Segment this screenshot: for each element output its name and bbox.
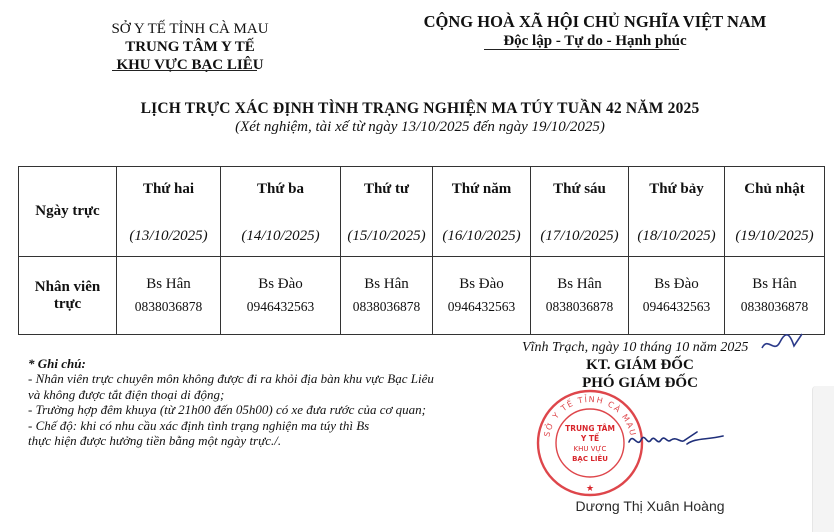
day-date: (19/10/2025) [735, 227, 814, 244]
agency-underline [112, 70, 257, 71]
staff-name: Bs Hân [752, 276, 797, 292]
signer-title-1: KT. GIÁM ĐỐC [586, 357, 694, 373]
staff-cell-fri [531, 257, 629, 335]
agency-name-line2: KHU VỰC BẠC LIÊU [116, 57, 264, 73]
svg-text:TRUNG TÂM: TRUNG TÂM [565, 424, 615, 433]
table-row-staff [19, 257, 825, 335]
staff-name: Bs Đào [459, 276, 504, 292]
agency-name-line1: TRUNG TÂM Y TẾ [125, 39, 255, 55]
staff-name: Bs Đào [654, 276, 699, 292]
day-cell-sun [725, 167, 825, 257]
motto-underline [484, 49, 679, 50]
staff-phone: 0946432563 [447, 299, 516, 314]
day-name: Thứ tư [363, 180, 410, 197]
staff-name: Bs Hân [146, 276, 191, 292]
staff-phone: 0838036878 [740, 299, 809, 314]
day-cell-thu [433, 167, 531, 257]
notes-title: * Ghi chú: [28, 356, 86, 371]
place-and-date: Vĩnh Trạch, ngày 10 tháng 10 năm 2025 [522, 340, 749, 355]
agency-parent: SỞ Y TẾ TỈNH CÀ MAU [111, 21, 269, 37]
day-name: Chủ nhật [744, 180, 805, 197]
svg-text:BẠC LIÊU: BẠC LIÊU [572, 455, 608, 463]
day-name: Thứ bảy [649, 180, 704, 197]
day-cell-sat [629, 167, 725, 257]
signer-name: Dương Thị Xuân Hoàng [575, 498, 725, 514]
staff-name: Bs Đào [258, 276, 303, 292]
staff-cell-sun [725, 257, 825, 335]
day-cell-wed [341, 167, 433, 257]
staff-cell-sat [629, 257, 725, 335]
day-date: (17/10/2025) [540, 227, 619, 244]
row-label-staff [19, 257, 117, 335]
initials-mark [758, 328, 808, 358]
day-date: (16/10/2025) [442, 227, 521, 244]
staff-cell-tue [221, 257, 341, 335]
row-label-duty-date: Ngày trực [19, 167, 117, 257]
day-name: Thứ sáu [553, 180, 606, 197]
day-date: (15/10/2025) [347, 227, 426, 244]
staff-name: Bs Hân [557, 276, 602, 292]
day-name: Thứ hai [142, 180, 195, 197]
day-name: Thứ năm [451, 180, 512, 197]
day-date: (18/10/2025) [637, 227, 716, 244]
staff-cell-mon [117, 257, 221, 335]
svg-text:★: ★ [585, 484, 595, 494]
notes-line: - Nhân viên trực chuyên môn không được đi ra khỏi địa bàn khu vực Bạc Liêu [28, 371, 434, 387]
motto: Độc lập - Tự do - Hạnh phúc [503, 33, 687, 49]
day-date: (13/10/2025) [129, 227, 208, 244]
handwritten-signature-icon [625, 418, 735, 458]
row-label-staff-line1: Nhân viên [34, 278, 101, 295]
svg-text:Y TẾ: Y TẾ [580, 434, 600, 443]
row-label-staff-line2: trực [53, 295, 82, 312]
staff-cell-thu [433, 257, 531, 335]
staff-name: Bs Hân [364, 276, 409, 292]
day-cell-mon [117, 167, 221, 257]
day-cell-fri [531, 167, 629, 257]
signer-title-2: PHÓ GIÁM ĐỐC [582, 375, 698, 391]
day-date: (14/10/2025) [241, 227, 320, 244]
staff-phone: 0838036878 [545, 299, 614, 314]
staff-cell-wed [341, 257, 433, 335]
table-row-dates [19, 167, 825, 257]
country-name: CỘNG HOÀ XÃ HỘI CHỦ NGHĨA VIỆT NAM [423, 12, 767, 31]
staff-phone: 0838036878 [134, 299, 203, 314]
notes-line: - Trường hợp đêm khuya (từ 21h00 đến 05h00) có xe đưa rước của cơ quan; [28, 402, 427, 418]
svg-text:KHU VỰC: KHU VỰC [573, 445, 607, 453]
notes-block [28, 356, 468, 448]
svg-text:SỞ Y TẾ TỈNH CÀ MAU: SỞ Y TẾ TỈNH CÀ MAU [542, 394, 638, 438]
staff-phone: 0946432563 [246, 299, 315, 314]
document-subtitle: (Xét nghiệm, tài xế từ ngày 13/10/2025 đến ngày 19/10/2025) [235, 119, 605, 135]
day-name: Thứ ba [257, 180, 304, 197]
scrollbar-thumb[interactable] [812, 386, 834, 532]
duty-schedule-table [18, 166, 825, 335]
notes-line: - Chế độ: khi có nhu cầu xác định tình trạng nghiện ma túy thì Bs [28, 417, 370, 433]
day-cell-tue [221, 167, 341, 257]
notes-line: và không được tắt điện thoại di động; [28, 386, 225, 402]
document-title: LỊCH TRỰC XÁC ĐỊNH TÌNH TRẠNG NGHIỆN MA TÚY TUẦN 42 NĂM 2025 [140, 100, 700, 117]
national-motto [400, 12, 790, 50]
issuing-agency [60, 20, 320, 74]
notes-line: thực hiện được hưởng tiền bằng một ngày trực./. [28, 433, 282, 449]
staff-phone: 0838036878 [352, 299, 421, 314]
staff-phone: 0946432563 [642, 299, 711, 314]
